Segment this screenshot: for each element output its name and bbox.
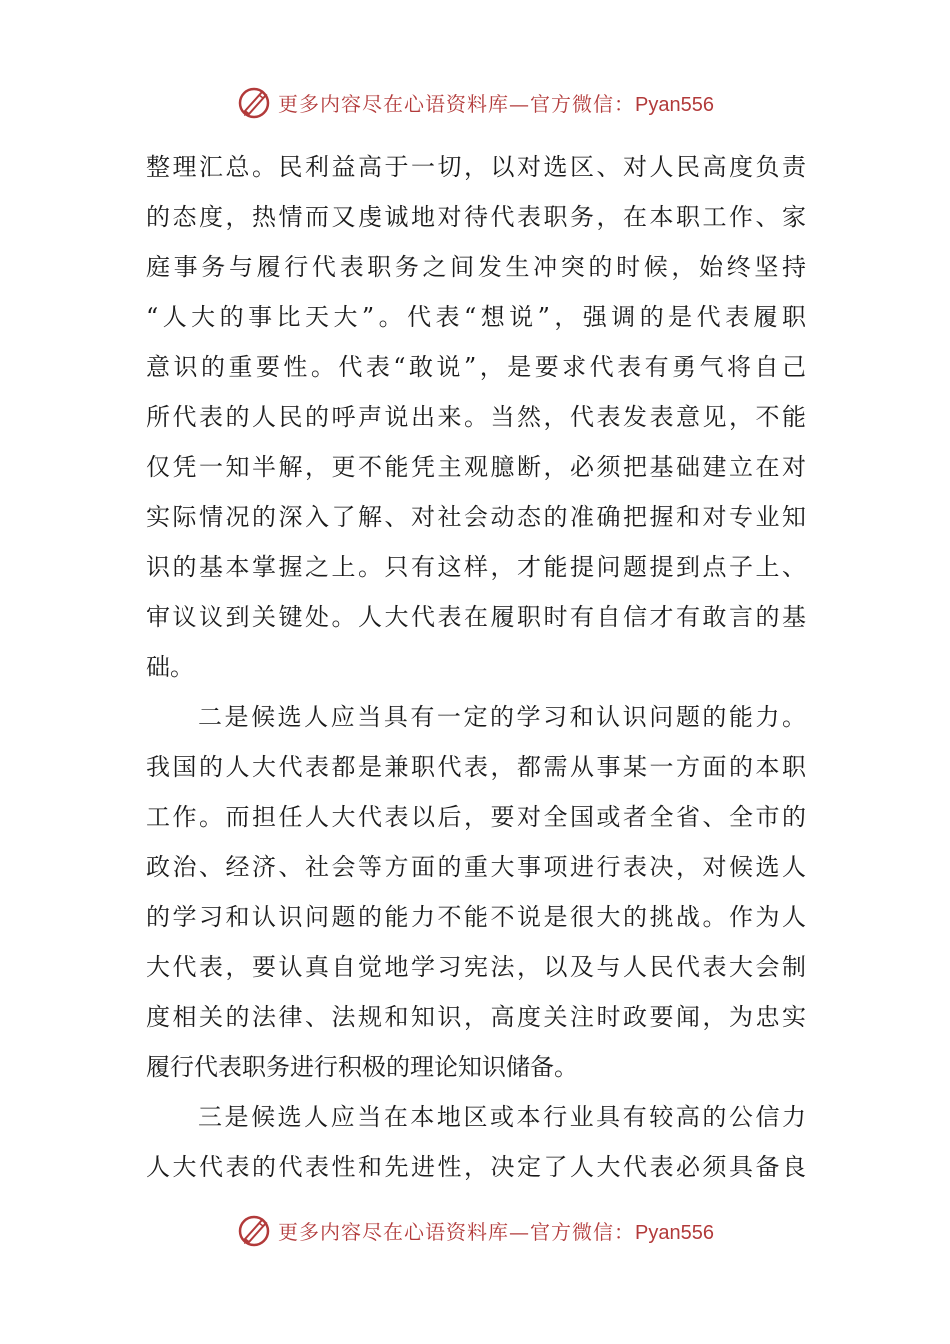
text-line: 履行代表职务进行积极的理论知识储备。 (146, 1053, 578, 1081)
text-line: 我国的人大代表都是兼职代表，都需从事某一方面的本职 (146, 753, 806, 781)
text-line: 政治、经济、社会等方面的重大事项进行表决，对候选人 (146, 853, 806, 881)
text-line: 实际情况的深入了解、对社会动态的准确把握和对专业知 (146, 503, 806, 531)
footer-banner-title: 更多内容尽在心语资料库—官方微信： (278, 1219, 636, 1244)
header-banner-text (278, 88, 714, 117)
text-line: 度相关的法律、法规和知识，高度关注时政要闻，为忠实 (146, 1003, 806, 1031)
header-wechat-id: Pyan556 (635, 93, 714, 116)
text-line: 整理汇总。民利益高于一切，以对选区、对人民高度负责 (146, 153, 806, 181)
text-line: 审议议到关键处。人大代表在履职时有自信才有敢言的基 (146, 603, 806, 631)
footer-watermark-banner (0, 1208, 950, 1252)
text-line: 础。 (146, 653, 194, 681)
text-line: 庭事务与履行代表职务之间发生冲突的时候，始终坚持 (146, 253, 806, 281)
header-banner-title: 更多内容尽在心语资料库—官方微信： (278, 91, 636, 116)
text-line: 人大代表的代表性和先进性，决定了人大代表必须具备良 (146, 1153, 806, 1181)
pen-logo-icon (236, 1212, 272, 1248)
text-line: “人大的事比天大”。代表“想说”，强调的是代表履职 (146, 303, 806, 331)
header-watermark-banner (0, 80, 950, 124)
text-line: 的态度，热情而又虔诚地对待代表职务，在本职工作、家 (146, 203, 806, 231)
text-line: 所代表的人民的呼声说出来。当然，代表发表意见，不能 (146, 403, 806, 431)
text-line: 的学习和认识问题的能力不能不说是很大的挑战。作为人 (146, 903, 806, 931)
paragraph-start-line: 三是候选人应当在本地区或本行业具有较高的公信力 (198, 1103, 806, 1131)
text-line: 意识的重要性。代表“敢说”，是要求代表有勇气将自己 (146, 353, 806, 381)
text-line: 工作。而担任人大代表以后，要对全国或者全省、全市的 (146, 803, 806, 831)
paragraph-start-line: 二是候选人应当具有一定的学习和认识问题的能力。 (198, 703, 806, 731)
document-body (146, 142, 806, 1192)
footer-wechat-id: Pyan556 (635, 1221, 714, 1244)
text-line: 识的基本掌握之上。只有这样，才能提问题提到点子上、 (146, 553, 806, 581)
text-line: 大代表，要认真自觉地学习宪法，以及与人民代表大会制 (146, 953, 806, 981)
pen-logo-icon (236, 84, 272, 120)
text-line: 仅凭一知半解，更不能凭主观臆断，必须把基础建立在对 (146, 453, 806, 481)
footer-banner-text (278, 1216, 714, 1245)
